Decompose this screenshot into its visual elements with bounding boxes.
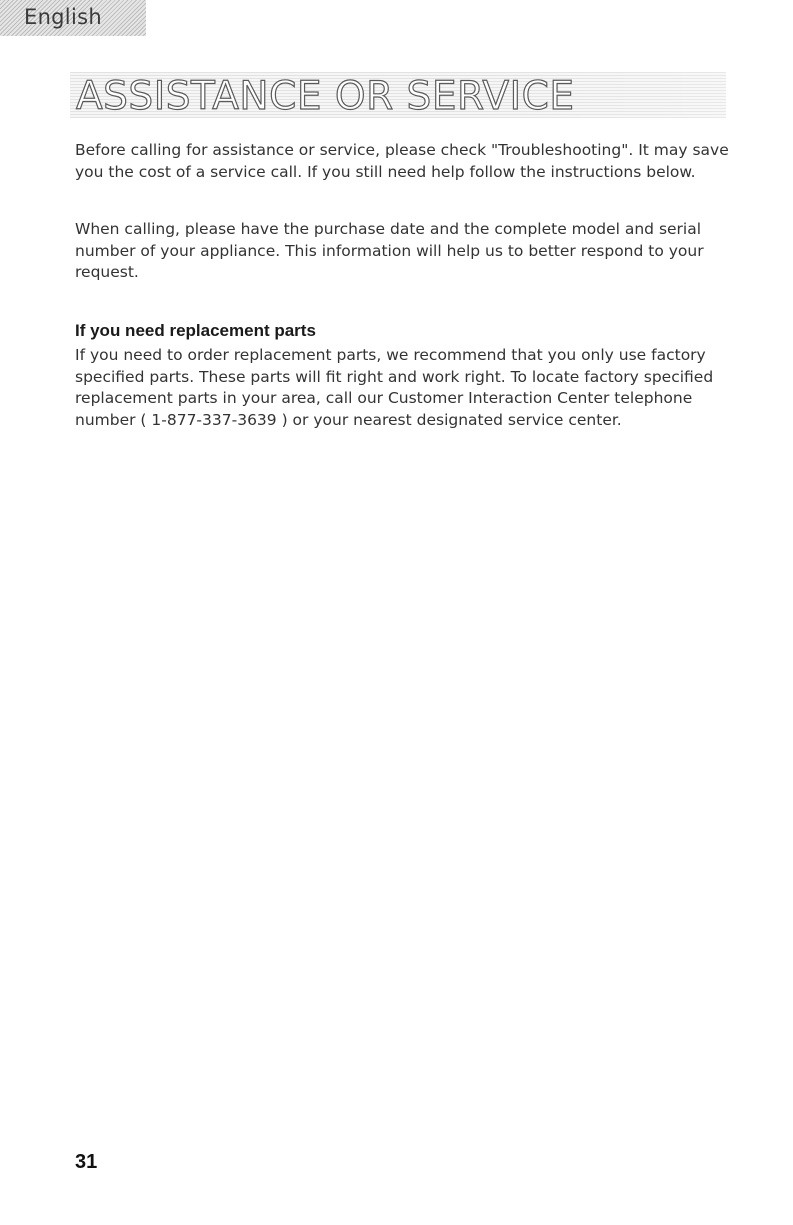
replacement-parts-paragraph: If you need to order replacement parts, we recommend that you only use factory specified parts. These parts will fit right and work right. To locate factory specified replacement parts in your area, call our Customer Interaction Center telephone number ( 1-877-337-3639 ) or your nearest designated service center.: [75, 346, 714, 429]
intro-paragraph: Before calling for assistance or service, please check "Troubleshooting". It may save you the cost of a service call. If you still need help follow the instructions below.: [75, 141, 729, 181]
page-number: 31: [75, 1151, 98, 1173]
replacement-parts-heading: If you need replacement parts: [75, 321, 316, 340]
page-title: ASSISTANCE OR SERVICE: [76, 74, 575, 119]
language-tab-label: English: [24, 5, 102, 29]
language-tab: [0, 0, 146, 36]
calling-paragraph: When calling, please have the purchase date and the complete model and serial number of your appliance. This information will help us to better respond to your request.: [75, 220, 704, 281]
